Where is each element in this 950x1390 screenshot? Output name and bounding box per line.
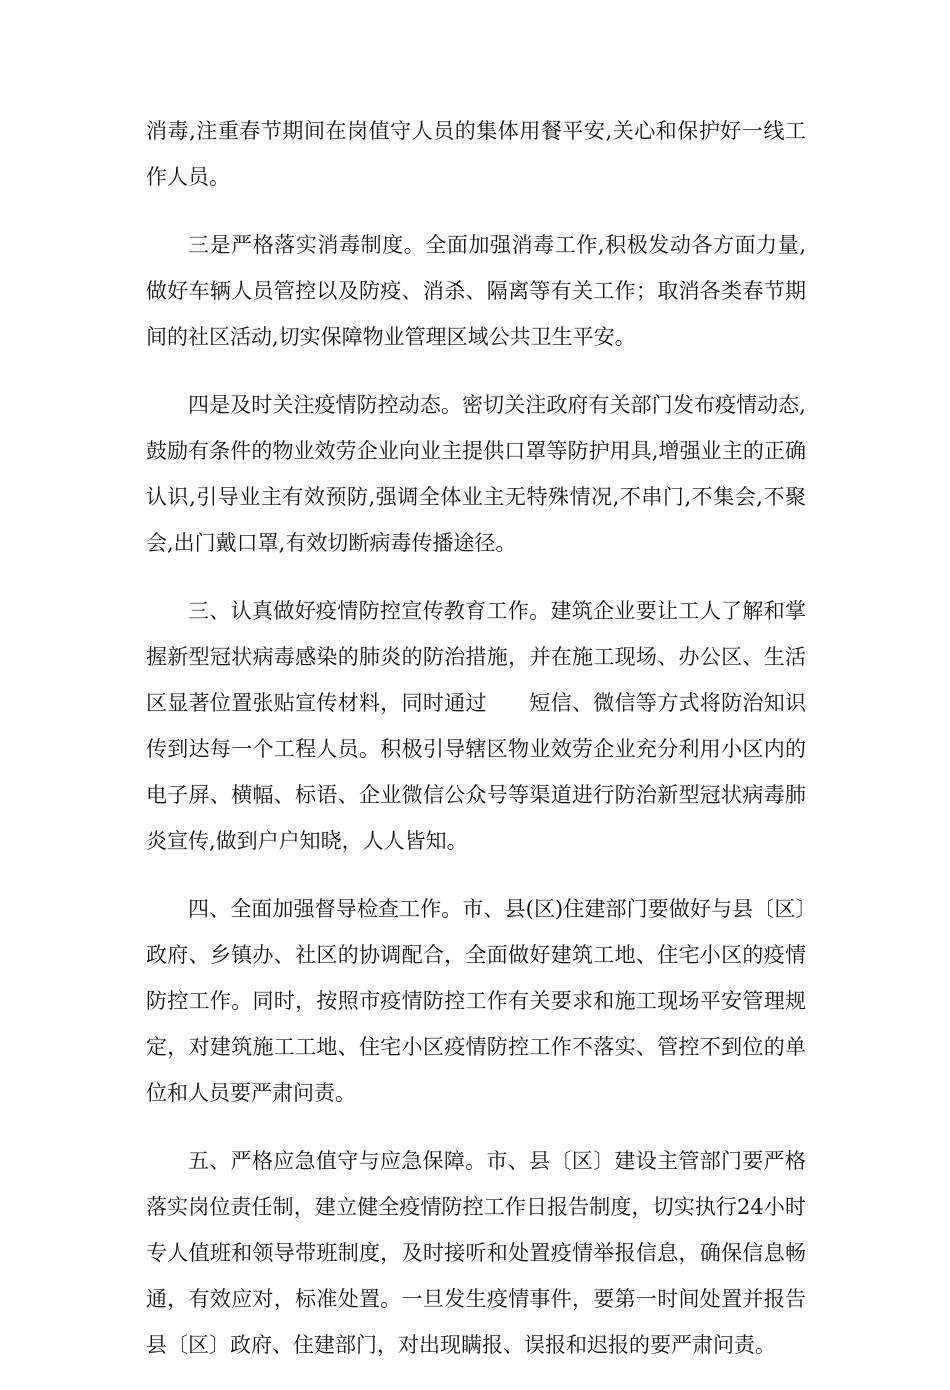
document-body [146,108,806,1390]
paragraph-supervision-inspection: 四、全面加强督导检查工作。市、县(区)住建部门要做好与县〔区〕政府、乡镇办、社区的协调配合，全面做好建筑工地、住宅小区的疫情防控工作。同时，按照市疫情防控工作有关要求和施工现场平安管理规定，对建筑施工工地、住宅小区疫情防控工作不落实、管控不到位的单位和人员要严肃问责。 [146,897,806,1105]
paragraph-disinfection: 三是严格落实消毒制度。全面加强消毒工作,积极发动各方面力量,做好车辆人员管控以及防疫、消杀、隔离等有关工作；取消各类春节期间的社区活动,切实保障物业管理区域公共卫生平安。 [146,233,806,349]
paragraph-emergency-duty: 五、严格应急值守与应急保障。市、县〔区〕建设主管部门要严格落实岗位责任制，建立健全疫情防控工作日报告制度，切实执行24小时专人值班和领导带班制度，及时接听和处置疫情举报信息，确保信息畅通，有效应对，标准处置。一旦发生疫情事件，要第一时间处置并报告县〔区〕政府、住建部门，对出现瞒报、误报和迟报的要严肃问责。 [146,1149,806,1357]
paragraph-publicity-education: 三、认真做好疫情防控宣传教育工作。建筑企业要让工人了解和掌握新型冠状病毒感染的肺炎的防治措施，并在施工现场、办公区、生活区显著位置张贴宣传材料，同时通过 短信、微信等方式将防治知识传到达每一个工程人员。积极引导辖区物业效劳企业充分利用小区内的电子屏、横幅、标语、企业微信公众号等渠道进行防治新型冠状病毒肺炎宣传,做到户户知晓，人人皆知。 [146,599,806,853]
paragraph-continuation: 消毒,注重春节期间在岗值守人员的集体用餐平安,关心和保护好一线工作人员。 [146,119,806,189]
paragraph-epidemic-monitoring: 四是及时关注疫情防控动态。密切关注政府有关部门发布疫情动态,鼓励有条件的物业效劳企业向业主提供口罩等防护用具,增强业主的正确认识,引导业主有效预防,强调全体业主无特殊情况,不串门,不集会,不聚会,出门戴口罩,有效切断病毒传播途径。 [146,393,806,555]
